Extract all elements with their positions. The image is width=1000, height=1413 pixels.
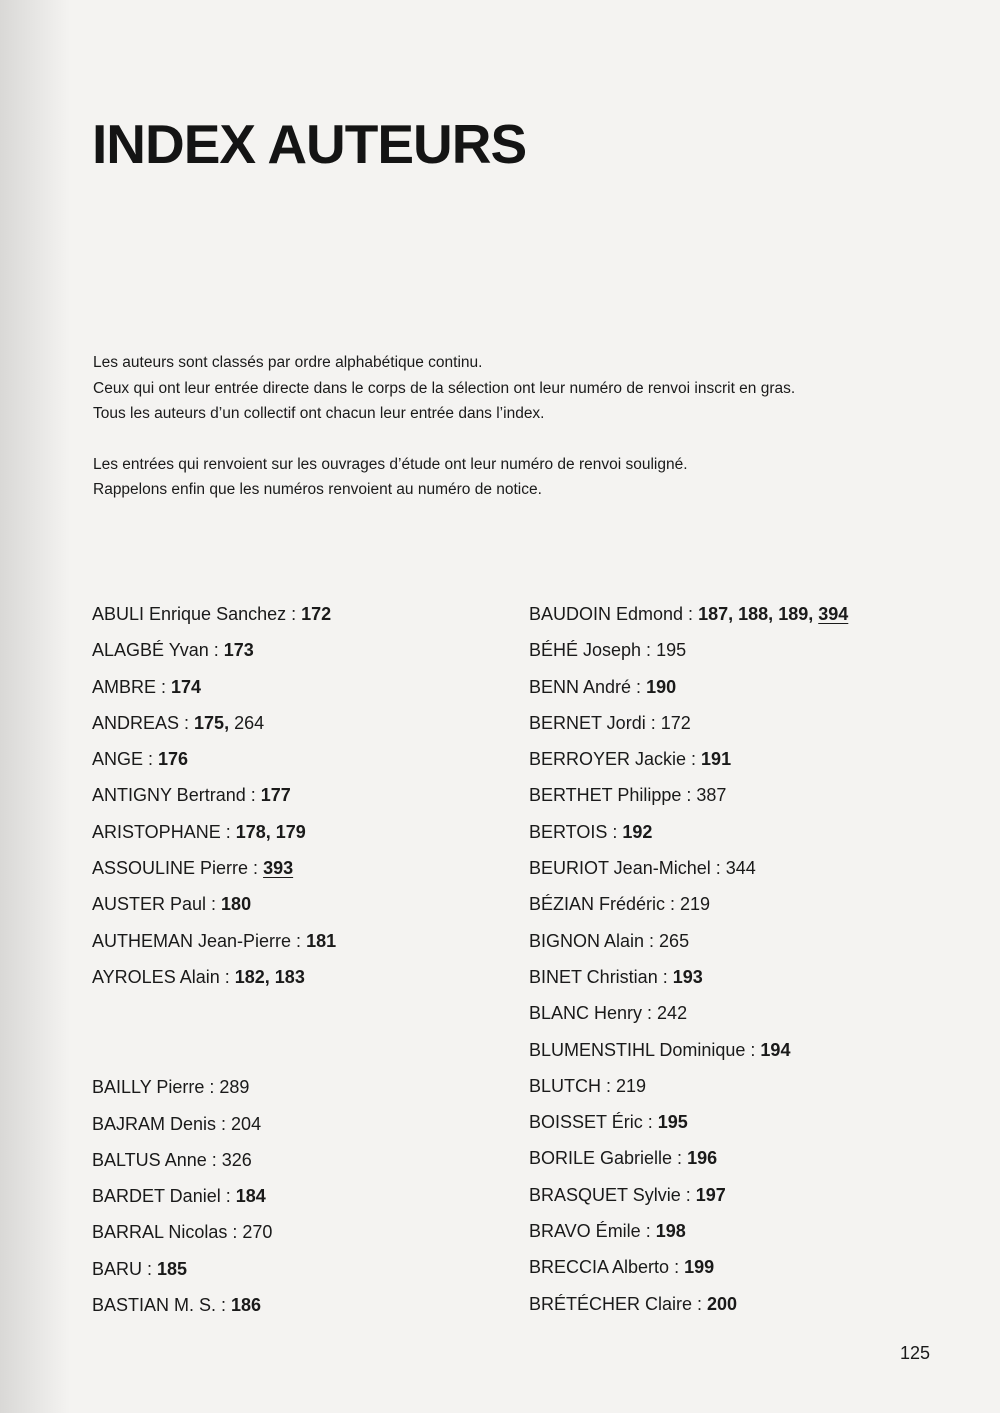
author-name: AMBRE :: [92, 676, 172, 697]
notice-number: 192: [622, 821, 653, 842]
intro-paragraph: [93, 350, 933, 503]
notice-number: 264: [234, 712, 265, 733]
index-entry: [92, 598, 492, 634]
notice-number: 194: [760, 1039, 791, 1060]
author-name: AUSTER Paul :: [92, 894, 222, 915]
index-entry: [92, 1253, 492, 1289]
index-column-right: [529, 598, 949, 1324]
author-name: BORILE Gabrielle :: [529, 1148, 688, 1169]
author-name: BASTIAN M. S. :: [92, 1295, 232, 1316]
author-name: AUTHEMAN Jean-Pierre :: [92, 930, 307, 951]
intro-line: Tous les auteurs d’un collectif ont chacun leur entrée dans l’index.: [93, 405, 545, 422]
notice-number: 394: [818, 604, 849, 624]
index-entry: [529, 925, 949, 961]
author-name: BINET Christian :: [529, 966, 673, 987]
author-name: BAJRAM Denis :: [92, 1113, 232, 1134]
index-block-b: [92, 1071, 492, 1325]
notice-number: 187: [698, 604, 729, 624]
index-entry: [529, 707, 949, 743]
index-entry: [92, 1071, 492, 1107]
notice-number: 186: [231, 1295, 262, 1316]
page-title: INDEX AUTEURS: [92, 113, 527, 175]
index-entry: [92, 1108, 492, 1144]
notice-number: 175: [194, 712, 225, 733]
index-entry: [529, 1142, 949, 1178]
author-name: ARISTOPHANE :: [92, 821, 236, 842]
index-entry: [92, 1289, 492, 1325]
index-entry: [529, 961, 949, 997]
author-name: BÉHÉ Joseph :: [529, 640, 657, 661]
index-block-a: [92, 598, 492, 997]
author-name: ABULI Enrique Sanchez :: [92, 604, 302, 624]
index-entry: [529, 1106, 949, 1142]
notice-number: 176: [158, 749, 189, 770]
notice-number: 193: [672, 966, 703, 987]
index-entry: [92, 1180, 492, 1216]
index-block-b-continued: [529, 598, 949, 1324]
notice-number: 242: [657, 1003, 688, 1024]
index-entry: [92, 925, 492, 961]
notice-number: 270: [242, 1222, 273, 1243]
intro-line: Les entrées qui renvoient sur les ouvrages d’étude ont leur numéro de renvoi souligné.: [93, 455, 688, 473]
notice-number: 197: [695, 1184, 726, 1205]
index-entry: [529, 671, 949, 707]
index-entry: [529, 1179, 949, 1215]
author-name: BLUTCH :: [529, 1075, 617, 1096]
index-entry: [92, 743, 492, 779]
author-name: ANGE :: [92, 749, 159, 770]
author-name: BARDET Daniel :: [92, 1186, 236, 1207]
author-name: ANTIGNY Bertrand :: [92, 785, 261, 806]
index-entry: ARISTOPHANE : 178, 179: [92, 821, 306, 842]
notice-number: 196: [687, 1148, 718, 1169]
author-name: BRÉTÉCHER Claire :: [529, 1293, 708, 1314]
notice-number: 172: [660, 712, 691, 733]
index-entry: [92, 779, 492, 815]
index-entry: [92, 671, 492, 707]
notice-number: 195: [657, 1112, 688, 1133]
intro-line: Les auteurs sont classés par ordre alphabétique continu.: [93, 354, 483, 371]
notice-number: 265: [659, 930, 690, 951]
notice-number: 185: [157, 1258, 188, 1279]
index-entry: [92, 888, 492, 924]
notice-number: 199: [684, 1257, 715, 1278]
notice-number: 195: [656, 640, 687, 661]
index-entry: [529, 1070, 949, 1106]
index-entry: BAUDOIN Edmond : 187, 188, 189, 394: [529, 604, 849, 624]
notice-number: 177: [260, 785, 291, 806]
notice-number: 200: [707, 1293, 738, 1314]
notice-number: 326: [221, 1149, 252, 1170]
index-entry: [92, 1216, 492, 1252]
author-name: BAILLY Pierre :: [92, 1077, 220, 1098]
page-number: 125: [900, 1343, 931, 1363]
index-entry: [529, 634, 949, 670]
notice-number: 179: [275, 821, 306, 842]
notice-number: 181: [306, 930, 337, 951]
notice-number: 191: [701, 749, 732, 770]
notice-number: 182: [234, 966, 265, 987]
index-entry: [529, 852, 949, 888]
author-name: BAUDOIN Edmond :: [529, 604, 699, 624]
index-entry: [92, 1144, 492, 1180]
author-name: BLANC Henry :: [529, 1003, 658, 1024]
index-column-left: [92, 598, 492, 1325]
index-entry: AYROLES Alain : 182, 183: [92, 966, 305, 987]
author-name: BRAVO Émile :: [529, 1221, 656, 1242]
notice-number: 172: [301, 604, 332, 624]
page-edge-shadow: [0, 0, 70, 1413]
author-name: BÉZIAN Frédéric :: [529, 894, 681, 915]
index-entry: [529, 743, 949, 779]
notice-number: 387: [696, 785, 727, 806]
notice-number: 190: [646, 676, 677, 697]
notice-number: 289: [219, 1077, 250, 1098]
index-entry: [529, 1034, 949, 1070]
author-name: BERTHET Philippe :: [529, 785, 697, 806]
author-name: BERNET Jordi :: [529, 712, 661, 733]
author-name: BIGNON Alain :: [529, 930, 660, 951]
notice-number: 393: [263, 858, 294, 879]
author-name: BRECCIA Alberto :: [529, 1257, 685, 1278]
notice-number: 178: [235, 821, 266, 842]
index-entry: [529, 1251, 949, 1287]
notice-number: 183: [274, 966, 305, 987]
author-name: BRASQUET Sylvie :: [529, 1184, 696, 1205]
author-name: ANDREAS :: [92, 712, 195, 733]
index-entry: ANDREAS : 175, 264: [92, 712, 265, 733]
author-name: BERTOIS :: [529, 821, 623, 842]
notice-number: 219: [680, 894, 711, 915]
author-name: ALAGBÉ Yvan :: [92, 640, 224, 661]
author-name: BENN André :: [529, 676, 647, 697]
notice-number: 173: [223, 640, 254, 661]
index-entry: [92, 634, 492, 670]
index-entry: [529, 888, 949, 924]
author-name: BARRAL Nicolas :: [92, 1222, 243, 1243]
index-entry: [92, 852, 492, 888]
notice-number: 174: [171, 676, 202, 697]
index-entry: [529, 816, 949, 852]
notice-number: 188: [738, 604, 769, 624]
notice-number: 219: [616, 1075, 647, 1096]
notice-number: 204: [231, 1113, 262, 1134]
index-entry: [529, 779, 949, 815]
notice-number: 344: [725, 858, 756, 879]
index-entry: [529, 1215, 949, 1251]
author-name: BERROYER Jackie :: [529, 749, 702, 770]
author-name: ASSOULINE Pierre :: [92, 858, 264, 879]
author-name: BEURIOT Jean-Michel :: [529, 858, 726, 879]
notice-number: 198: [655, 1221, 686, 1242]
index-entry: [529, 997, 949, 1033]
notice-number: 180: [221, 894, 252, 915]
notice-number: 184: [235, 1186, 266, 1207]
notice-number: 189: [778, 604, 809, 624]
author-name: BARU :: [92, 1258, 158, 1279]
author-name: BALTUS Anne :: [92, 1149, 222, 1170]
index-entry: [529, 1288, 949, 1324]
author-name: BLUMENSTIHL Dominique :: [529, 1039, 761, 1060]
author-name: BOISSET Éric :: [529, 1112, 658, 1133]
intro-line: Ceux qui ont leur entrée directe dans le corps de la sélection ont leur numéro de renvoi inscrit en gras.: [93, 379, 796, 397]
author-name: AYROLES Alain :: [92, 966, 235, 987]
intro-line: Rappelons enfin que les numéros renvoient au numéro de notice.: [93, 481, 542, 498]
